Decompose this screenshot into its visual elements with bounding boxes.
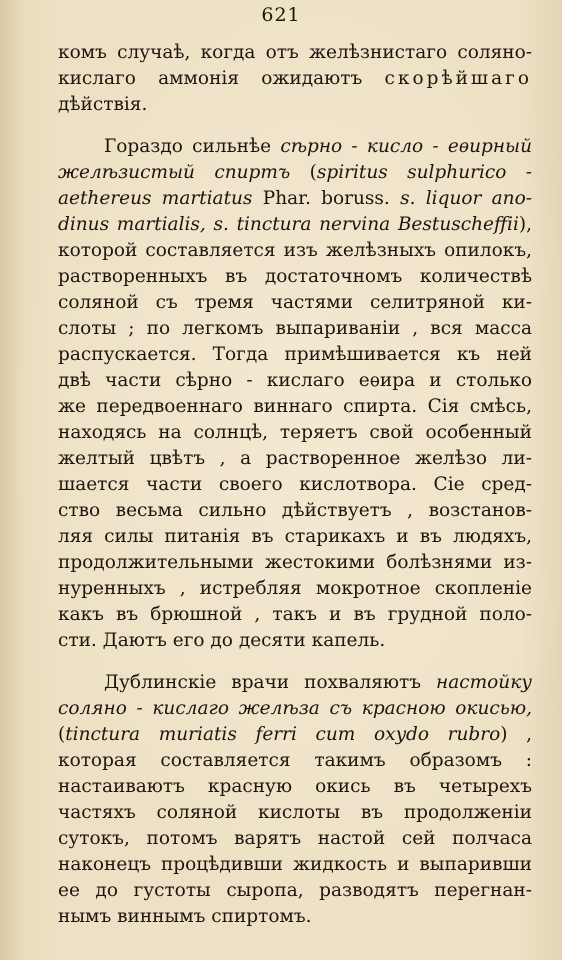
text-line <box>58 670 532 696</box>
text-line <box>58 498 532 524</box>
text-run: соляной съ тремя частями селитряной ки- <box>58 292 532 313</box>
text-run: частяхъ соляной кислоты въ продолженіи <box>58 802 532 823</box>
text-run: распускается. Тогда примѣшивается къ ней <box>58 344 532 365</box>
text-run: сти. Даютъ его до десяти капель. <box>58 630 386 651</box>
text-run: находясь на солнцѣ, теряетъ свой особенный <box>58 422 532 443</box>
text-line <box>58 748 532 774</box>
text-run: нуренныхъ , истребляя мокротное скопленіе <box>58 578 532 599</box>
italic-text: spiritus sulphurico - <box>316 162 532 183</box>
text-run: Phar. boruss. <box>252 188 401 209</box>
text-line <box>58 602 532 628</box>
text-line <box>58 290 532 316</box>
text-run: слоты ; по легкомъ выпариваніи , вся масса <box>58 318 532 339</box>
text-line <box>58 904 532 930</box>
text-line <box>58 134 532 160</box>
text-run: кислаго аммонія ожидаютъ <box>58 68 385 89</box>
text-run: шается части своего кислотвора. Сіе сред- <box>58 474 532 495</box>
text-line <box>58 264 532 290</box>
text-run: настаиваютъ красную окись въ четырехъ <box>58 776 532 797</box>
text-line <box>58 524 532 550</box>
italic-text: настойку <box>436 672 532 693</box>
italic-text: s. liquor ano- <box>400 188 532 209</box>
text-run: ), <box>518 214 532 235</box>
text-run: наконецъ процѣдивши жидкость и выпаривши <box>58 854 532 875</box>
text-line <box>58 550 532 576</box>
text-line <box>58 826 532 852</box>
text-run: какъ въ брюшной , такъ и въ грудной поло- <box>58 604 532 625</box>
paragraph <box>58 134 532 654</box>
text-run: ) , <box>500 724 532 745</box>
text-line <box>58 420 532 446</box>
paragraph <box>58 40 532 118</box>
text-line <box>58 696 532 722</box>
text-line <box>58 722 532 748</box>
text-line <box>58 774 532 800</box>
text-run: дѣйствія. <box>58 94 148 115</box>
text-line <box>58 160 532 186</box>
italic-text: aethereus martiatus <box>58 188 253 209</box>
text-line <box>58 92 532 118</box>
text-line <box>58 212 532 238</box>
text-run: ляя силы питанія въ старикахъ и въ людяхъ, <box>58 526 532 547</box>
text-line <box>58 446 532 472</box>
text-line <box>58 576 532 602</box>
text-run: которой составляется изъ желѣзныхъ опилокъ, <box>58 240 532 261</box>
text-line <box>58 316 532 342</box>
text-run: нымъ виннымъ спиртомъ. <box>58 906 312 927</box>
text-run: Гораздо сильнѣе <box>104 136 281 157</box>
text-line <box>58 628 532 654</box>
italic-text: сѣрно - кисло - еѳирный <box>280 136 532 157</box>
paragraph-gap <box>58 654 532 670</box>
text-run: ( <box>58 724 66 745</box>
text-line <box>58 368 532 394</box>
italic-text: dinus martialis, s. tinctura nervina Bestuscheffii <box>58 214 519 235</box>
text-run: ( <box>290 162 317 183</box>
paragraph <box>58 670 532 930</box>
text-run: ство весьма сильно дѣйствуетъ , возстанов- <box>58 500 532 521</box>
text-line <box>58 66 532 92</box>
text-run: продолжительными жестокими болѣзнями из- <box>58 552 532 573</box>
paragraph-gap <box>58 118 532 134</box>
text-run: комъ случаѣ, когда отъ желѣзнистаго соляно- <box>58 42 532 63</box>
text-run: двѣ части сѣрно - кислаго еѳира и столько <box>58 370 532 391</box>
text-run: ее до густоты сыропа, разводятъ перегнан- <box>58 880 532 901</box>
text-run: скорѣйшаго <box>384 68 532 89</box>
text-line <box>58 472 532 498</box>
text-line <box>58 852 532 878</box>
text-line <box>58 878 532 904</box>
text-line <box>58 238 532 264</box>
text-run: растворенныхъ въ достаточномъ количествѣ <box>58 266 532 287</box>
page-body <box>58 40 532 930</box>
text-line <box>58 394 532 420</box>
text-line <box>58 342 532 368</box>
italic-text: солянo - кислаго желѣза съ красною окисью, <box>58 698 532 719</box>
text-run: же передвоеннаго виннаго спирта. Сія смѣсь, <box>58 396 532 417</box>
text-run: Дублинскіе врачи похваляютъ <box>104 672 437 693</box>
text-run: сутокъ, потомъ варятъ настой сей полчаса <box>58 828 532 849</box>
text-line <box>58 800 532 826</box>
text-line <box>58 186 532 212</box>
italic-text: tinctura muriatis ferri cum oxydo rubro <box>65 724 501 745</box>
text-line <box>58 40 532 66</box>
italic-text: желѣзистый спиртъ <box>58 162 291 183</box>
text-run: желтый цвѣтъ , а растворенное желѣзо ли- <box>58 448 532 469</box>
text-run: которая составляется такимъ образомъ : <box>58 750 532 771</box>
page-number: 621 <box>261 4 301 26</box>
